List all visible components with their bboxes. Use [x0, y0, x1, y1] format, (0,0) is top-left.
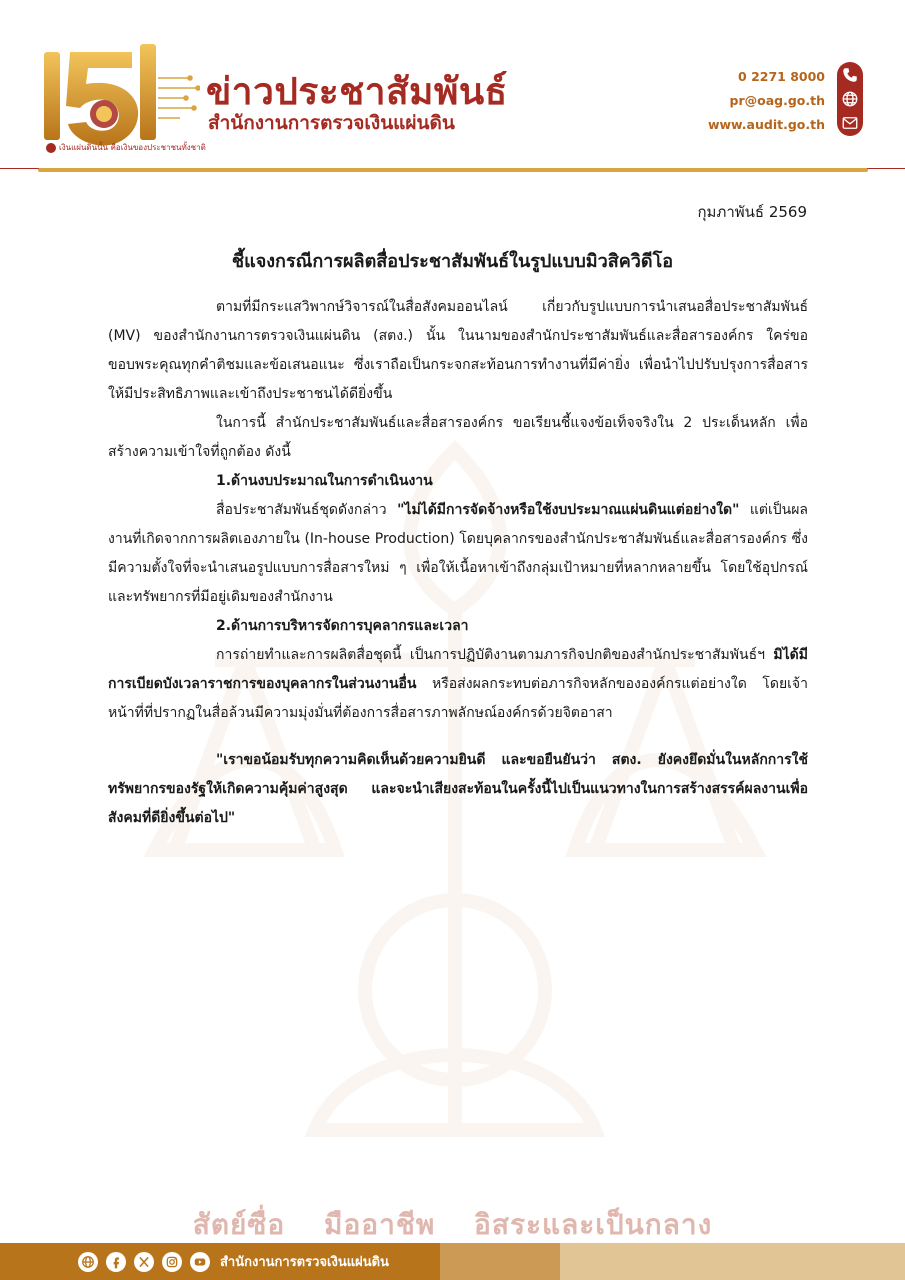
paragraph-personnel-rest: หรือส่งผลกระทบต่อภารกิจหลักขององค์กรแต่อย่างใด โดยเจ้าหน้าที่ที่ปรากฏในสื่อล้วนมีความมุ่งมั่นที่ต้องการสื่อสารภาพลักษณ์องค์กรด้วยจิตอาสา: [108, 676, 808, 721]
brand-subtitle: สำนักงานการตรวจเงินแผ่นดิน: [208, 112, 455, 134]
contact-website[interactable]: www.audit.go.th: [707, 116, 825, 132]
heading-budget: 1.ด้านงบประมาณในการดำเนินงาน: [216, 473, 433, 489]
contact-icon-bar: [837, 62, 863, 136]
paragraph-intro: ตามที่มีกระแสวิพากษ์วิจารณ์ในสื่อสังคมออนไลน์ เกี่ยวกับรูปแบบการนำเสนอสื่อประชาสัมพันธ์ (MV) ของสำนักงานการตรวจเงินแผ่นดิน (สตง.) นั้น ในนามของสำนักประชาสัมพันธ์และสื่อสารองค์กร ใคร่ขอขอบพระคุณทุกคำติชมและข้อเสนอแนะ ซึ่งเราถือเป็นกระจกสะท้อนการทำงานที่มีค่ายิ่ง เพื่อนำไปปรับปรุงการสื่อสารให้มีประสิทธิภาพและเข้าถึงประชาชนได้ดียิ่งขึ้น: [108, 299, 808, 402]
document-title: ชี้แจงกรณีการผลิตสื่อประชาสัมพันธ์ในรูปแบบมิวสิควิดีโอ: [231, 251, 674, 272]
document-body: [108, 293, 808, 833]
heading-personnel: 2.ด้านการบริหารจัดการบุคลากรและเวลา: [216, 618, 469, 634]
mail-icon: [841, 114, 859, 132]
social-links: [78, 1251, 389, 1272]
seal-icon: [46, 143, 56, 153]
globe-icon: [841, 90, 859, 108]
paragraph-personnel-lead: การถ่ายทำและการผลิตสื่อชุดนี้ เป็นการปฏิบัติงานตามภารกิจปกติของสำนักประชาสัมพันธ์ฯ: [216, 647, 774, 663]
paragraph-budget: [108, 496, 808, 612]
brand-title: ข่าวประชาสัมพันธ์: [206, 70, 508, 113]
paragraph-personnel-emphasis: มิได้มีการเบียดบังเวลาราชการของบุคลากรในส่วนงานอื่น: [108, 647, 808, 692]
youtube-icon[interactable]: [190, 1252, 210, 1272]
header: [0, 0, 905, 175]
x-icon[interactable]: [134, 1252, 154, 1272]
slogan-honest: สัตย์ซื่อ: [192, 1208, 286, 1241]
closing-quote: "เราขอน้อมรับทุกความคิดเห็นด้วยความยินดี และขอยืนยันว่า สตง. ยังคงยึดมั่นในหลักการใช้ทรัพยากรของรัฐให้เกิดความคุ้มค่าสูงสุด และจะนำเสียงสะท้อนในครั้งนี้ไปเป็นแนวทางในการสร้างสรรค์ผลงานเพื่อสังคมที่ดียิ่งขึ้นต่อไป": [108, 752, 808, 826]
instagram-icon[interactable]: [162, 1252, 182, 1272]
footer-bar: [0, 1243, 905, 1280]
footer-org-name: สำนักงานการตรวจเงินแผ่นดิน: [220, 1255, 389, 1270]
paragraph-budget-lead: สื่อประชาสัมพันธ์ชุดดังกล่าว: [216, 502, 398, 518]
footer-slogan: [0, 1203, 905, 1247]
oag-151-logo: [40, 38, 200, 156]
phone-icon: [841, 66, 859, 84]
contact-phone[interactable]: 0 2271 8000: [738, 68, 825, 84]
paragraph-budget-rest: แต่เป็นผลงานที่เกิดจากการผลิตเองภายใน (In-house Production) โดยบุคลากรของสำนักประชาสัมพันธ์และสื่อสารองค์กร ซึ่งมีความตั้งใจที่จะนำเสนอรูปแบบการสื่อสารใหม่ ๆ เพื่อให้เนื้อหาเข้าถึงกลุ่มเป้าหมายที่หลากหลายขึ้น โดยใช้อุปกรณ์และทรัพยากรที่มีอยู่เดิมของสำนักงาน: [108, 502, 809, 605]
paragraph-personnel: [108, 641, 808, 728]
document-date: กุมภาพันธ์ 2569: [697, 203, 807, 221]
facebook-icon[interactable]: [106, 1252, 126, 1272]
contact-info: [663, 64, 863, 136]
logo-tagline: เงินแผ่นดินนั้น คือเงินของประชาชนทั้งชาติ: [46, 141, 206, 154]
slogan-professional: มืออาชีพ: [324, 1208, 436, 1241]
slogan-independent: อิสระและเป็นกลาง: [474, 1208, 713, 1241]
header-divider-gold: [38, 168, 868, 172]
paragraph-budget-emphasis: "ไม่ได้มีการจัดจ้างหรือใช้งบประมาณแผ่นดินแต่อย่างใด": [397, 502, 740, 518]
web-icon[interactable]: [78, 1252, 98, 1272]
paragraph-points: ในการนี้ สำนักประชาสัมพันธ์และสื่อสารองค์กร ขอเรียนชี้แจงข้อเท็จจริงใน 2 ประเด็นหลัก เพื่อสร้างความเข้าใจที่ถูกต้อง ดังนี้: [108, 415, 808, 460]
contact-email[interactable]: pr@oag.go.th: [729, 92, 825, 108]
